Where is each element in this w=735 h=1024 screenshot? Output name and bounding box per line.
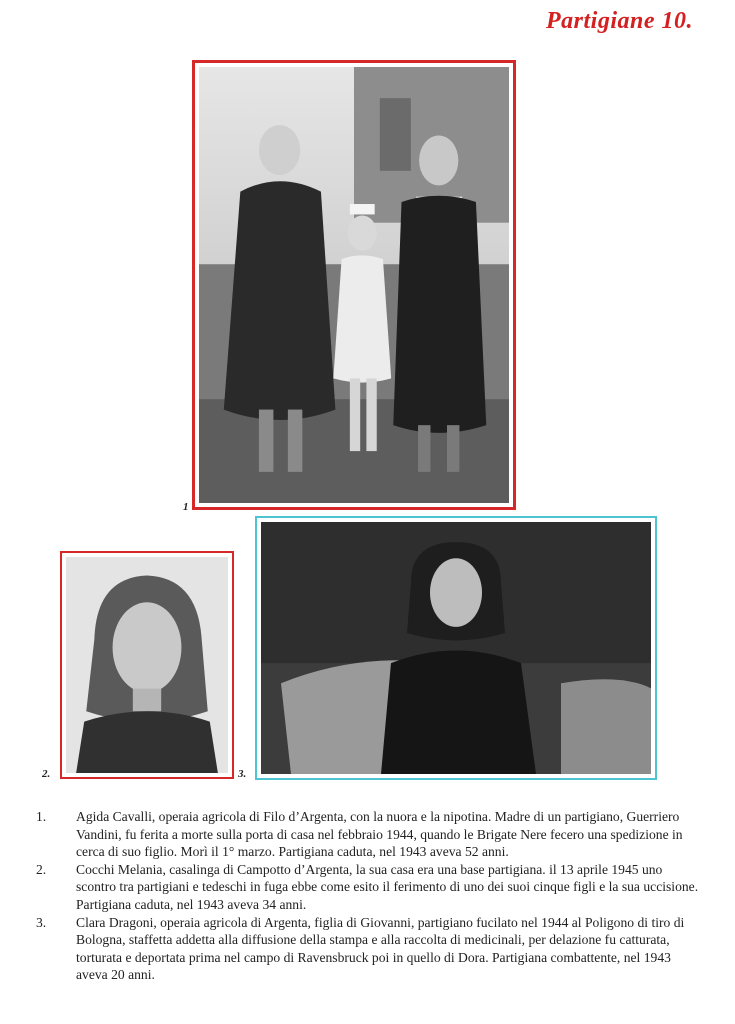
photo-frame-3 bbox=[255, 516, 657, 780]
photo-frame-1 bbox=[192, 60, 516, 510]
caption-text: Agida Cavalli, operaia agricola di Filo d’Argenta, con la nuora e la nipotina. Madre di un partigiano, Guerriero Vandini, fu ferita a morte sulla porta di casa nel febbraio 1944, quando le Brigate Nere fecero una spedizione in cerca di suo figlio. Morì il 1° marzo. Partigiana caduta, nel 1943 aveva 52 anni. bbox=[76, 809, 683, 860]
caption-text: Clara Dragoni, operaia agricola di Argenta, figlia di Giovanni, partigiano fucilato nel 1944 al Poligono di tiro di Bologna, staffetta addetta alla diffusione della stampa e alla raccolta di medicinali, per delazione fu catturata, torturata e deportata prima nel campo di Ravensbruck poi in quello di Dora. Partigiana combattente, nel 1943 aveva 20 anni. bbox=[76, 914, 685, 983]
photo-number-2: 2. bbox=[42, 768, 51, 780]
caption-item bbox=[36, 808, 704, 861]
caption-number: 3. bbox=[36, 914, 47, 930]
caption-number: 1. bbox=[36, 809, 47, 824]
page-title: Partigiane 10. bbox=[545, 8, 693, 34]
photo-number-3: 3. bbox=[238, 768, 247, 780]
caption-item bbox=[36, 861, 704, 914]
portrait-photo-melania bbox=[66, 557, 228, 773]
photo-number-1: 1 bbox=[183, 501, 189, 513]
photo-frame-2 bbox=[60, 551, 234, 779]
caption-item bbox=[36, 914, 704, 984]
group-portrait-photo bbox=[199, 67, 509, 503]
caption-list bbox=[36, 808, 704, 984]
portrait-photo-clara bbox=[261, 522, 651, 774]
caption-number: 2. bbox=[36, 861, 47, 877]
caption-text: Cocchi Melania, casalinga di Campotto d’Argenta, la sua casa era una base partigiana. il 13 aprile 1945 uno scontro tra partigiani e tedeschi in fuga ebbe come esito il ferimento di uno dei suoi cinque figli e la sua uccisione. Partigiana caduta, nel 1943 aveva 34 anni. bbox=[76, 861, 699, 912]
